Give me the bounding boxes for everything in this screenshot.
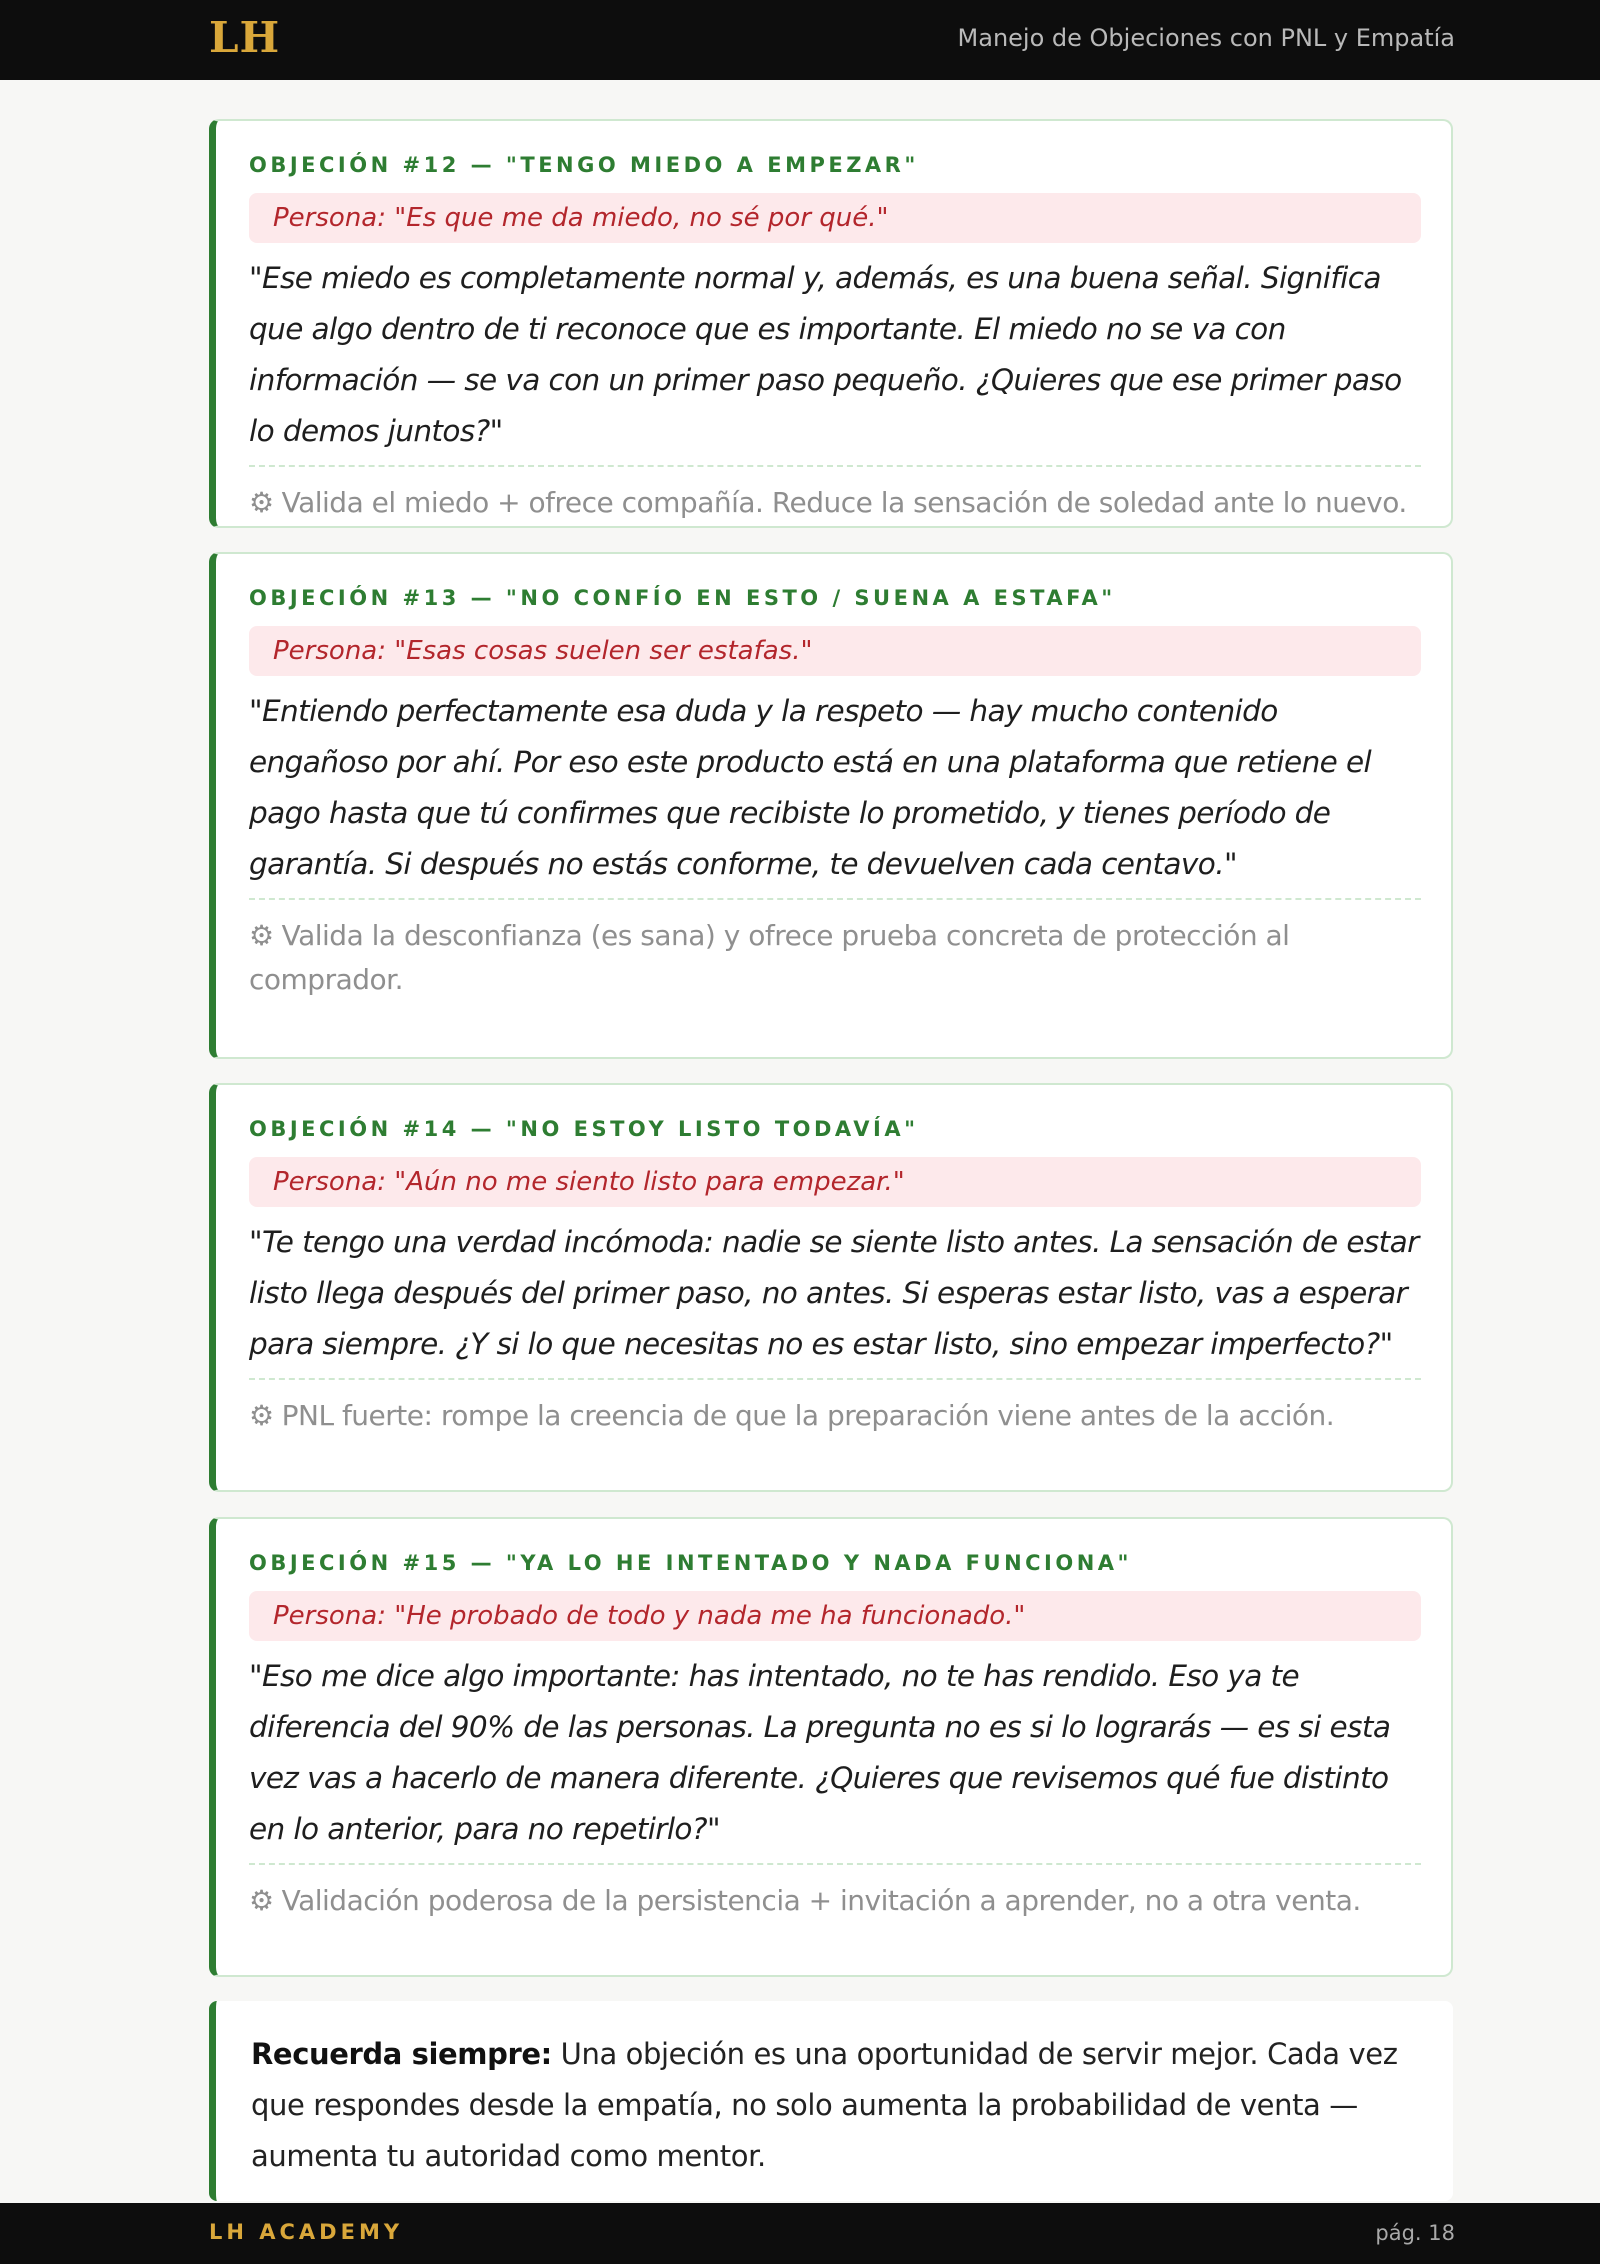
tip-text: PNL fuerte: rompe la creencia de que la preparación viene antes de la acción. — [281, 1399, 1335, 1432]
objection-title: OBJECIÓN #14 — "NO ESTOY LISTO TODAVÍA" — [249, 1117, 919, 1141]
response-text: "Ese miedo es completamente normal y, además, es una buena señal. Significa que algo dentro de ti reconoce que es importante. El miedo no se va con información — se va con un primer paso pequeño. ¿Quieres que ese primer paso lo demos juntos?" — [249, 261, 1402, 448]
reminder-text: Una objeción es una oportunidad de servir mejor. Cada vez que respondes desde la empatía, no solo aumenta la probabilidad de venta — aumenta tu autoridad como mentor. — [251, 2037, 1398, 2173]
response-text: "Entiendo perfectamente esa duda y la respeto — hay mucho contenido engañoso por ahí. Por eso este producto está en una plataforma que retiene el pago hasta que tú confirmes que recibiste lo prometido, y tienes período de garantía. Si después no estás conforme, te devuelven cada centavo." — [249, 694, 1372, 881]
tip-text: Validación poderosa de la persistencia + invitación a aprender, no a otra venta. — [281, 1884, 1361, 1917]
gear-icon: ⚙ — [249, 919, 274, 952]
document-title: Manejo de Objeciones con PNL y Empatía — [957, 24, 1455, 52]
response-text: "Eso me dice algo importante: has intentado, no te has rendido. Eso ya te diferencia del 90% de las personas. La pregunta no es si lo lograrás — es si esta vez vas a hacerlo de manera diferente. ¿Quieres que revisemos qué fue distinto en lo anterior, para no repetirlo?" — [249, 1659, 1391, 1846]
page-number: pág. 18 — [1375, 2221, 1455, 2245]
gear-icon: ⚙ — [249, 486, 274, 519]
persona-quote: Persona: "Aún no me siento listo para empezar." — [249, 1157, 1421, 1207]
persona-quote: Persona: "He probado de todo y nada me ha funcionado." — [249, 1591, 1421, 1641]
brand-logo: LH — [209, 13, 281, 62]
objection-title: OBJECIÓN #15 — "YA LO HE INTENTADO Y NADA FUNCIONA" — [249, 1551, 1132, 1575]
persona-quote: Persona: "Es que me da miedo, no sé por qué." — [249, 193, 1421, 243]
tip-note — [249, 465, 1421, 525]
tip-note — [249, 1863, 1421, 1923]
objection-card-13 — [209, 552, 1453, 1059]
gear-icon: ⚙ — [249, 1884, 274, 1917]
footer-bar — [0, 2203, 1600, 2264]
objection-card-14 — [209, 1083, 1453, 1492]
persona-quote: Persona: "Esas cosas suelen ser estafas." — [249, 626, 1421, 676]
reminder-label: Recuerda siempre: — [251, 2037, 552, 2071]
response-text: "Te tengo una verdad incómoda: nadie se siente listo antes. La sensación de estar listo llega después del primer paso, no antes. Si esperas estar listo, vas a esperar para siempre. ¿Y si lo que necesitas no es estar listo, sino empezar imperfecto?" — [249, 1225, 1419, 1361]
objection-title: OBJECIÓN #13 — "NO CONFÍO EN ESTO / SUENA A ESTAFA" — [249, 586, 1116, 610]
objection-card-12 — [209, 119, 1453, 528]
objection-card-15 — [209, 1517, 1453, 1977]
objection-title: OBJECIÓN #12 — "TENGO MIEDO A EMPEZAR" — [249, 153, 919, 177]
tip-text: Valida el miedo + ofrece compañía. Reduce la sensación de soledad ante lo nuevo. — [281, 486, 1407, 519]
tip-note — [249, 898, 1421, 1002]
footer-brand: LH ACADEMY — [209, 2220, 404, 2244]
tip-text: Valida la desconfianza (es sana) y ofrece prueba concreta de protección al comprador. — [249, 919, 1290, 996]
tip-note — [249, 1378, 1421, 1438]
gear-icon: ⚙ — [249, 1399, 274, 1432]
reminder-box — [209, 2001, 1453, 2201]
top-bar — [0, 0, 1600, 80]
